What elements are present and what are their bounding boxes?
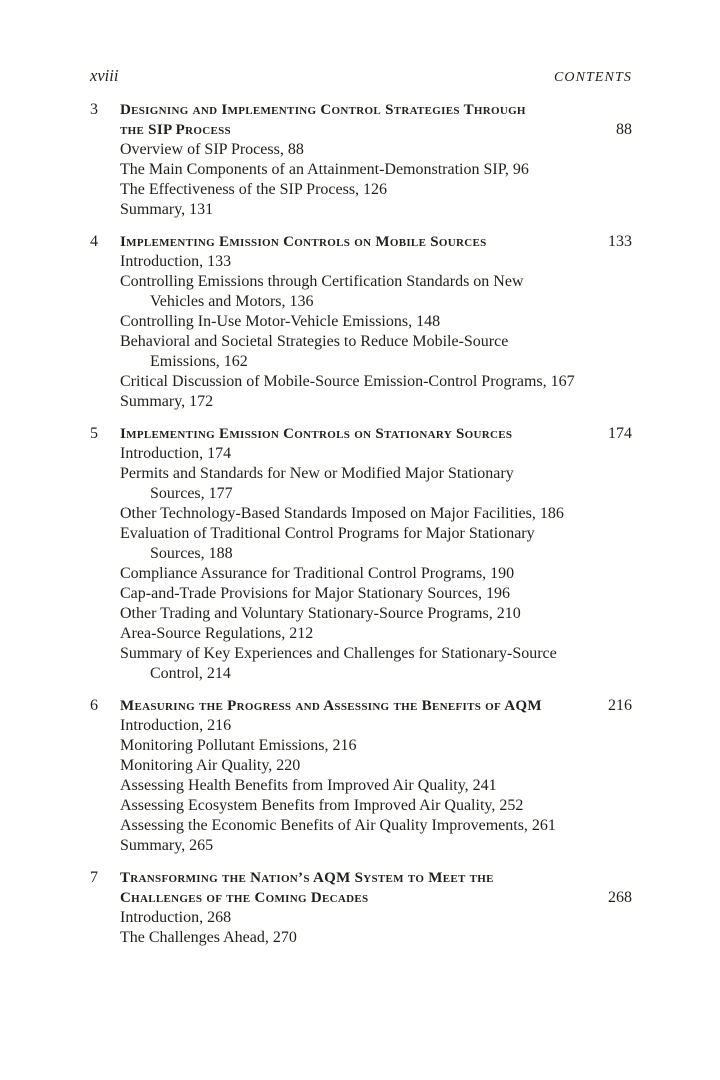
toc-entry <box>120 312 632 332</box>
toc-entry-line: Evaluation of Traditional Control Programs for Major Stationary <box>120 525 535 542</box>
toc-entry-line: Compliance Assurance for Traditional Control Programs, 190 <box>120 565 515 582</box>
toc-entry <box>120 644 632 684</box>
toc-entry <box>120 332 632 372</box>
chapter-heading-line <box>120 868 632 888</box>
toc-entry-line: Other Trading and Voluntary Stationary-Source Programs, 210 <box>120 605 521 622</box>
toc-entry <box>120 776 632 796</box>
toc-entry-line: Assessing the Economic Benefits of Air Quality Improvements, 261 <box>120 817 556 834</box>
chapter-number: 5 <box>90 425 98 442</box>
toc-entry <box>120 908 632 928</box>
toc-entry-line: Monitoring Pollutant Emissions, 216 <box>120 737 357 754</box>
chapter-body <box>120 696 632 856</box>
toc-entry <box>120 604 632 624</box>
toc-entry <box>120 464 632 504</box>
chapter-title-text: Implementing Emission Controls on Stationary Sources <box>120 426 513 442</box>
running-head-title: CONTENTS <box>553 70 632 85</box>
toc-entry-line: Summary, 265 <box>120 837 214 854</box>
toc-entry-line: Critical Discussion of Mobile-Source Emission-Control Programs, 167 <box>120 373 575 390</box>
toc-entry-line: Controlling Emissions through Certification Standards on New <box>120 273 524 290</box>
toc-entry <box>120 160 632 180</box>
chapter-title-text: Transforming the Nation’s AQM System to Meet the <box>120 870 494 886</box>
toc-entry <box>120 524 632 564</box>
toc-entry-line: Introduction, 268 <box>120 909 232 926</box>
chapter-block <box>90 868 632 948</box>
page-folio: xviii <box>90 66 119 85</box>
chapter-number: 6 <box>90 697 98 714</box>
toc-entry-line: Introduction, 133 <box>120 253 232 270</box>
running-header <box>90 66 632 88</box>
toc-entry <box>120 736 632 756</box>
toc-entry-line: Assessing Ecosystem Benefits from Improved Air Quality, 252 <box>120 797 524 814</box>
chapter-title-text: Measuring the Progress and Assessing the Benefits of AQM <box>120 698 542 714</box>
toc-entry-line: Monitoring Air Quality, 220 <box>120 757 301 774</box>
chapter-block <box>90 696 632 856</box>
toc-entry <box>120 444 632 464</box>
chapter-page-number: 216 <box>608 697 632 714</box>
toc-entry <box>120 504 632 524</box>
toc-entry-line: Overview of SIP Process, 88 <box>120 141 304 158</box>
chapter-body <box>120 424 632 684</box>
chapter-block <box>90 232 632 412</box>
toc-entry <box>120 564 632 584</box>
toc-entry-line: Sources, 188 <box>150 545 233 562</box>
chapter-heading-line <box>120 424 632 444</box>
toc-entry-line: Introduction, 174 <box>120 445 232 462</box>
toc-entry-line: Summary, 172 <box>120 393 214 410</box>
toc-entry <box>120 816 632 836</box>
chapter-number: 4 <box>90 233 98 250</box>
chapter-page-number: 88 <box>616 121 632 138</box>
toc-entry <box>120 716 632 736</box>
toc-entry-line: Vehicles and Motors, 136 <box>150 293 314 310</box>
toc-entry-line: Summary, 131 <box>120 201 214 218</box>
toc-entry <box>120 836 632 856</box>
chapter-title-text: Implementing Emission Controls on Mobile Sources <box>120 234 487 250</box>
toc-entry-line: Permits and Standards for New or Modified Major Stationary <box>120 465 514 482</box>
chapter-heading-line <box>120 100 632 120</box>
chapter-body <box>120 232 632 412</box>
chapter-page-number: 133 <box>608 233 632 250</box>
toc-entry-line: Emissions, 162 <box>150 353 248 370</box>
chapter-block <box>90 100 632 220</box>
toc-entry <box>120 624 632 644</box>
toc-entry-line: Controlling In-Use Motor-Vehicle Emissions, 148 <box>120 313 441 330</box>
toc-entry-line: Other Technology-Based Standards Imposed on Major Facilities, 186 <box>120 505 564 522</box>
chapter-page-number: 268 <box>608 889 632 906</box>
chapter-number: 7 <box>90 869 98 886</box>
toc-entry-line: Behavioral and Societal Strategies to Reduce Mobile-Source <box>120 333 509 350</box>
toc-entry <box>120 140 632 160</box>
chapter-title-text: Challenges of the Coming Decades <box>120 890 369 906</box>
toc-entry-line: Control, 214 <box>150 665 231 682</box>
chapter-block <box>90 424 632 684</box>
chapter-page-number: 174 <box>608 425 632 442</box>
chapter-heading-line <box>120 120 632 140</box>
toc-entry <box>120 392 632 412</box>
toc-entry <box>120 272 632 312</box>
chapter-heading-line <box>120 232 632 252</box>
toc-entry <box>120 928 632 948</box>
toc-entry-line: Cap-and-Trade Provisions for Major Stationary Sources, 196 <box>120 585 511 602</box>
chapter-body <box>120 100 632 220</box>
toc-entry-line: Area-Source Regulations, 212 <box>120 625 314 642</box>
toc-entry <box>120 756 632 776</box>
toc-list <box>90 100 632 948</box>
toc-entry-line: The Main Components of an Attainment-Demonstration SIP, 96 <box>120 161 529 178</box>
toc-entry-line: The Challenges Ahead, 270 <box>120 929 297 946</box>
toc-entry <box>120 796 632 816</box>
toc-entry <box>120 180 632 200</box>
toc-entry <box>120 200 632 220</box>
toc-entry <box>120 584 632 604</box>
chapter-body <box>120 868 632 948</box>
toc-entry-line: Assessing Health Benefits from Improved Air Quality, 241 <box>120 777 497 794</box>
toc-entry-line: Introduction, 216 <box>120 717 232 734</box>
toc-entry-line: Sources, 177 <box>150 485 233 502</box>
toc-entry-line: The Effectiveness of the SIP Process, 126 <box>120 181 388 198</box>
chapter-title-text: the SIP Process <box>120 122 231 138</box>
chapter-number: 3 <box>90 101 98 118</box>
toc-entry <box>120 372 632 392</box>
toc-entry-line: Summary of Key Experiences and Challenges for Stationary-Source <box>120 645 557 662</box>
chapter-title-text: Designing and Implementing Control Strategies Through <box>120 102 526 118</box>
chapter-heading-line <box>120 696 632 716</box>
toc-entry <box>120 252 632 272</box>
chapter-heading-line <box>120 888 632 908</box>
